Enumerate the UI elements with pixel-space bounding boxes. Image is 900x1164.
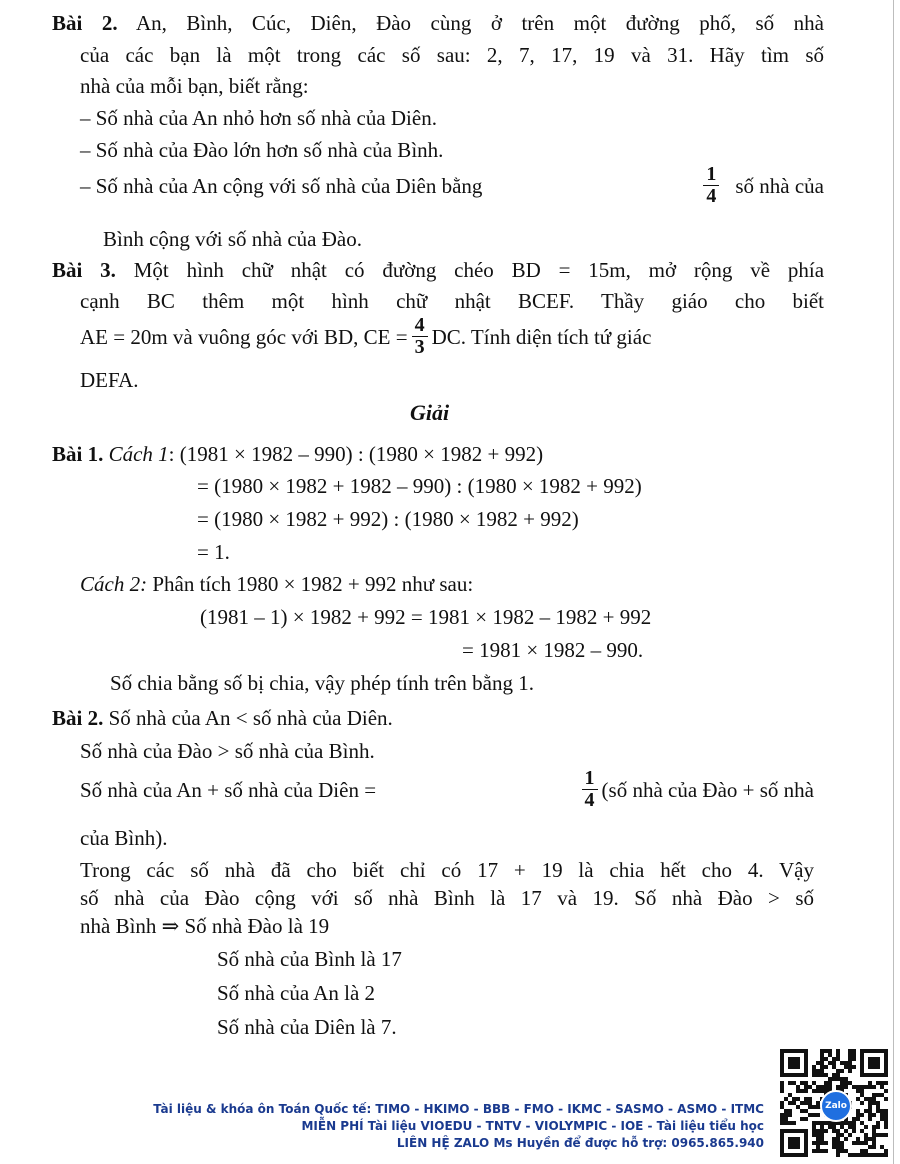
sol1-label: Bài 1. <box>52 442 104 466</box>
sol2-line-2: Số nhà của Đào > số nhà của Bình. <box>80 739 375 763</box>
fraction-numerator: 4 <box>412 315 428 337</box>
sol2-line-1 <box>52 705 393 731</box>
bai2-line-3: nhà của mỗi bạn, biết rằng: <box>80 74 309 98</box>
page-edge-rule <box>893 0 894 1164</box>
footer-line-2: MIỄN PHÍ Tài liệu VIOEDU - TNTV - VIOLYMPIC - IOE - Tài liệu tiểu học <box>301 1119 764 1133</box>
sol1-line-2: = (1980 × 1982 + 1982 – 990) : (1980 × 1982 + 992) <box>197 474 642 498</box>
sol2-text-3a: Số nhà của An + số nhà của Diên = <box>80 777 377 802</box>
sol1-method1-expr: : (1981 × 1982 – 990) : (1980 × 1982 + 992) <box>168 442 544 466</box>
zalo-qr-code[interactable] <box>775 1047 893 1159</box>
sol1-line-4: = 1. <box>197 540 230 564</box>
bai2-condition-3-text: – Số nhà của An cộng với số nhà của Diên bằng <box>80 173 483 198</box>
bai2-condition-1: – Số nhà của An nhỏ hơn số nhà của Diên. <box>80 106 437 130</box>
bai2-condition-3-tail: số nhà của <box>735 173 824 198</box>
sol1-line-1 <box>52 441 543 467</box>
bai2-label: Bài 2. <box>52 11 118 35</box>
sol2-label: Bài 2. <box>52 706 104 730</box>
bai3-line-3 <box>80 315 824 358</box>
bai3-line-1 <box>52 257 824 283</box>
bai2-text-1: An, Bình, Cúc, Diên, Đào cùng ở trên một đường phố, số nhà <box>135 11 824 35</box>
sol1-method2-line <box>80 571 473 597</box>
solution-heading: Giải <box>410 400 450 425</box>
fraction-denominator: 4 <box>584 789 595 811</box>
sol2-result-3: Số nhà của Diên là 7. <box>217 1015 397 1039</box>
bai2-line-1 <box>52 10 824 36</box>
bai2-condition-3 <box>80 164 824 207</box>
fraction-numerator: 1 <box>582 768 598 790</box>
sol2-line-4: của Bình). <box>80 826 168 850</box>
sol2-result-2: Số nhà của An là 2 <box>217 981 376 1005</box>
sol2-text-3b: (số nhà của Đào + số nhà <box>601 777 814 802</box>
sol2-text-1: Số nhà của An < số nhà của Diên. <box>108 706 393 730</box>
bai2-condition-3-cont: Bình cộng với số nhà của Đào. <box>103 227 362 251</box>
bai3-label: Bài 3. <box>52 258 116 282</box>
bai2-condition-2: – Số nhà của Đào lớn hơn số nhà của Bình. <box>80 138 444 162</box>
sol2-line-3 <box>80 768 814 811</box>
footer-line-3: LIÊN HỆ ZALO Ms Huyền để được hỗ trợ: 0965.865.940 <box>396 1136 764 1150</box>
sol1-method2-line-1: (1981 – 1) × 1982 + 992 = 1981 × 1982 – 1982 + 992 <box>200 605 652 629</box>
bai3-line-4: DEFA. <box>80 368 139 392</box>
sol1-line-3: = (1980 × 1982 + 992) : (1980 × 1982 + 992) <box>197 507 579 531</box>
sol2-para-1: Trong các số nhà đã cho biết chỉ có 17 + 19 là chia hết cho 4. Vậy <box>80 858 814 882</box>
fraction-one-quarter <box>703 164 719 207</box>
fraction-one-quarter-2 <box>582 768 598 811</box>
sol1-method2-label: Cách 2: <box>80 572 148 596</box>
bai2-line-2: của các bạn là một trong các số sau: 2, 7, 17, 19 và 31. Hãy tìm số <box>80 43 824 67</box>
fraction-denominator: 3 <box>414 336 425 358</box>
fraction-numerator: 1 <box>703 164 719 186</box>
sol1-method2-intro: Phân tích 1980 × 1982 + 992 như sau: <box>152 572 474 596</box>
sol2-para-3: nhà Bình ⇒ Số nhà Đào là 19 <box>80 914 330 938</box>
sol1-method2-line-2: = 1981 × 1982 – 990. <box>462 638 644 662</box>
zalo-badge-icon: Zalo <box>820 1090 852 1122</box>
fraction-four-thirds <box>412 315 428 358</box>
sol2-result-1: Số nhà của Bình là 17 <box>217 947 402 971</box>
bai3-line-2: cạnh BC thêm một hình chữ nhật BCEF. Thầy giáo cho biết <box>80 289 824 313</box>
sol1-method1-label: Cách 1 <box>108 442 169 466</box>
sol2-para-2: số nhà của Đào cộng với số nhà Bình là 17 và 19. Số nhà Đào > số <box>80 886 814 910</box>
bai3-text-3a: AE = 20m và vuông góc với BD, CE = <box>80 324 408 349</box>
footer-line-1: Tài liệu & khóa ôn Toán Quốc tế: TIMO - HKIMO - BBB - FMO - IKMC - SASMO - ASMO - ITMC <box>153 1102 764 1116</box>
bai3-text-1: Một hình chữ nhật có đường chéo BD = 15m, mở rộng về phía <box>133 258 825 282</box>
sol1-conclusion: Số chia bằng số bị chia, vậy phép tính trên bằng 1. <box>110 671 534 695</box>
fraction-denominator: 4 <box>706 185 717 207</box>
bai3-text-3b: DC. Tính diện tích tứ giác <box>431 324 652 349</box>
